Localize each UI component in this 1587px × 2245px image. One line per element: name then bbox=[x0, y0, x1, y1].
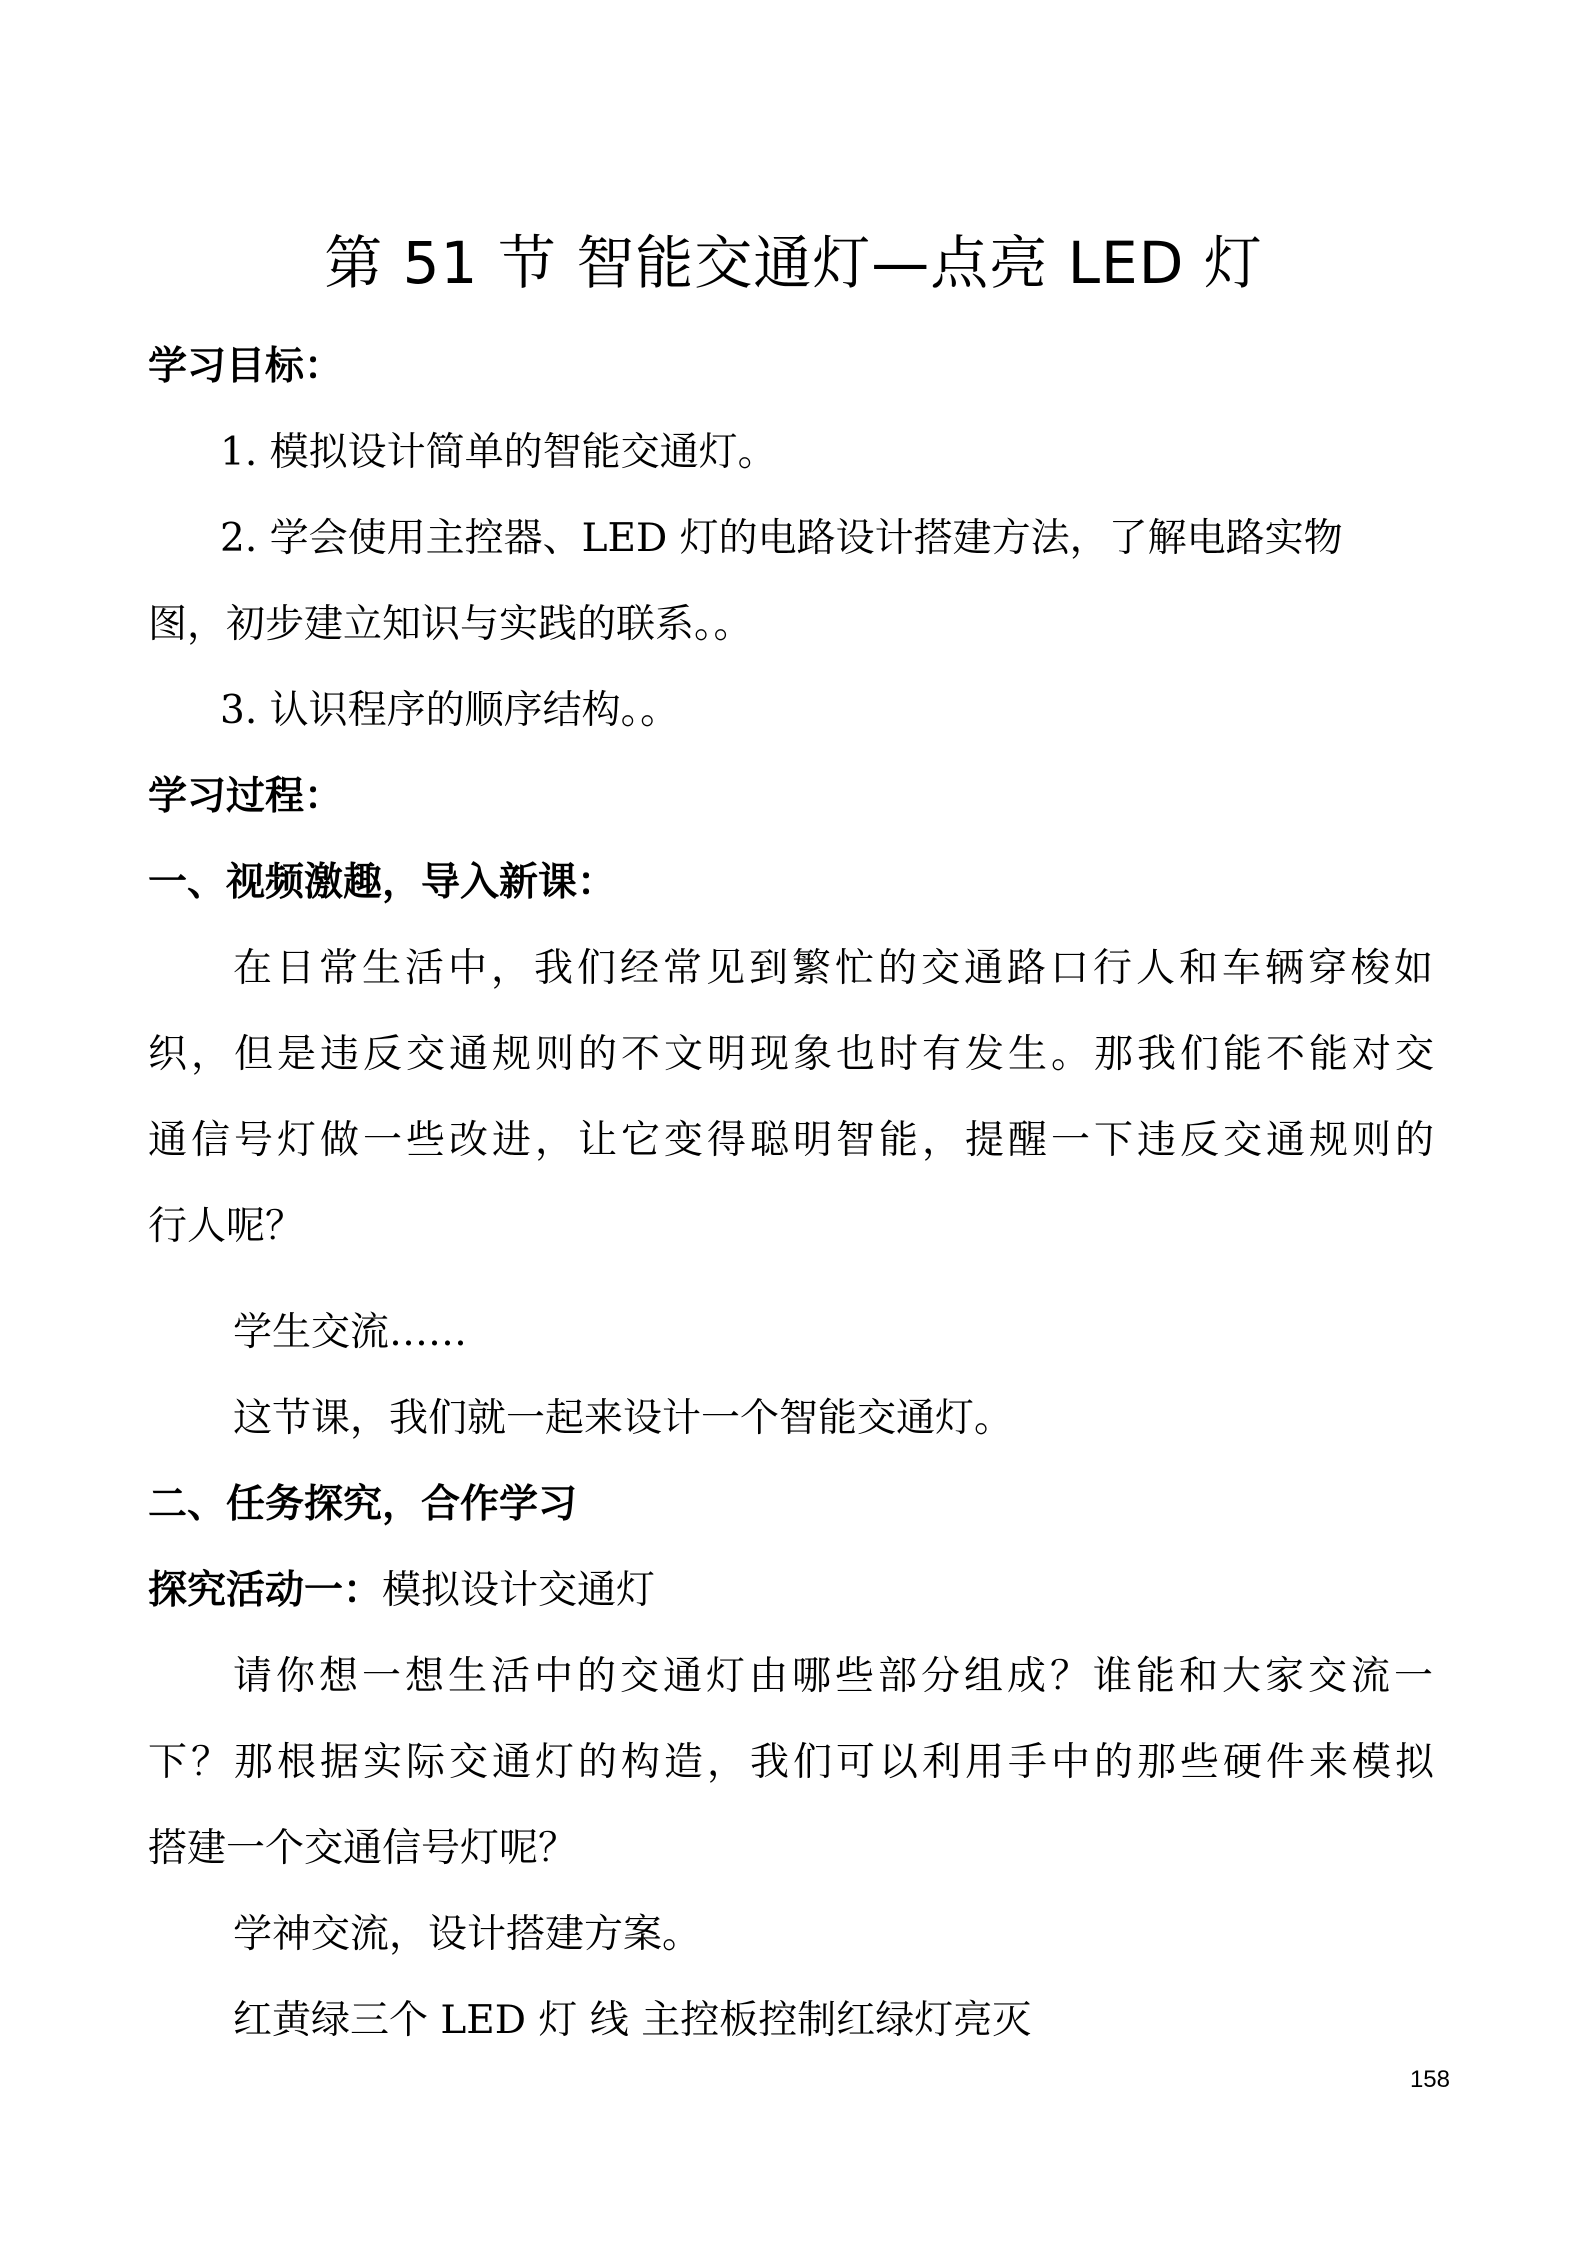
hardware-parts-line: 红黄绿三个 LED 灯 线 主控板控制红绿灯亮灭 bbox=[233, 1998, 1032, 2043]
process-heading: 学习过程： bbox=[148, 774, 344, 819]
section-1-paragraph-line-2: 织，但是违反交通规则的不文明现象也时有发生。那我们能不能对交 bbox=[148, 1032, 1439, 1077]
activity-one-title: 模拟设计交通灯 bbox=[382, 1568, 656, 1613]
page-number: 158 bbox=[1409, 2066, 1450, 2093]
section-2-paragraph-line-2: 下？那根据实际交通灯的构造，我们可以利用手中的那些硬件来模拟 bbox=[148, 1740, 1439, 1785]
section-1-paragraph-line-1: 在日常生活中，我们经常见到繁忙的交通路口行人和车辆穿梭如 bbox=[233, 946, 1438, 991]
section-2-heading: 二、任务探究，合作学习 bbox=[148, 1482, 578, 1527]
section-1-paragraph-line-4: 行人呢？ bbox=[148, 1204, 305, 1249]
objective-item-2: 2. 学会使用主控器、LED 灯的电路设计搭建方法，了解电路实物 bbox=[220, 516, 1343, 561]
student-discussion-line: 学生交流…… bbox=[233, 1310, 468, 1355]
section-1-paragraph-line-3: 通信号灯做一些改进，让它变得聪明智能，提醒一下违反交通规则的 bbox=[148, 1118, 1439, 1163]
activity-one-heading bbox=[148, 1548, 1448, 1634]
objective-item-3: 3. 认识程序的顺序结构。。 bbox=[220, 688, 680, 733]
section-2-paragraph-line-3: 搭建一个交通信号灯呢？ bbox=[148, 1826, 578, 1871]
activity-one-label: 探究活动一： bbox=[148, 1568, 383, 1613]
page-title: 第 51 节 智能交通灯—点亮 LED 灯 bbox=[324, 229, 1263, 297]
lesson-intro-line: 这节课，我们就一起来设计一个智能交通灯。 bbox=[233, 1396, 1014, 1441]
objectives-heading: 学习目标： bbox=[148, 344, 344, 389]
objective-item-2-continued: 图，初步建立知识与实践的联系。。 bbox=[148, 602, 753, 647]
section-2-paragraph-line-1: 请你想一想生活中的交通灯由哪些部分组成？谁能和大家交流一 bbox=[233, 1654, 1438, 1699]
objective-item-1: 1. 模拟设计简单的智能交通灯。 bbox=[220, 430, 777, 475]
section-1-heading: 一、视频激趣，导入新课： bbox=[148, 860, 617, 905]
design-plan-line: 学神交流，设计搭建方案。 bbox=[233, 1912, 702, 1957]
